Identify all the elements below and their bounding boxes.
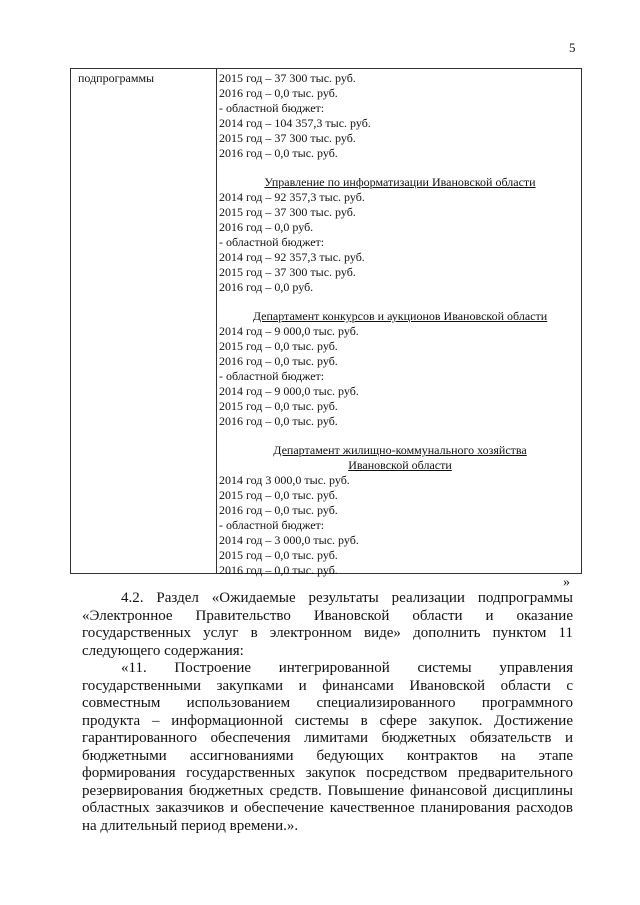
table-left-cell: подпрограммы: [78, 71, 155, 85]
funding-line: 2015 год – 0,0 тыс. руб.: [219, 339, 338, 353]
department-heading: Департамент жилищно-коммунального хозяйства: [273, 443, 527, 457]
text-line: областных заказчиков и обеспечение качественное планирования расходов: [82, 800, 573, 816]
funding-line: 2016 год – 0,0 руб.: [219, 220, 314, 234]
funding-line: 2015 год – 0,0 тыс. руб.: [219, 488, 338, 502]
funding-table: [70, 68, 582, 577]
funding-line: 2014 год – 9 000,0 тыс. руб.: [219, 384, 359, 398]
funding-line: 2016 год – 0,0 тыс. руб.: [219, 563, 338, 577]
text-line: следующего содержания:: [82, 642, 244, 659]
funding-line: 2014 год – 9 000,0 тыс. руб.: [219, 324, 359, 338]
funding-line: 2016 год – 0,0 руб.: [219, 280, 314, 294]
closing-quote: »: [563, 575, 570, 590]
text-line: формирования государственных закупок посредством предварительного: [82, 765, 573, 781]
funding-line: 2015 год – 37 300 тыс. руб.: [219, 265, 356, 279]
department-heading: Ивановской области: [348, 458, 452, 472]
text-line: бюджетными ассигнованиями бедующих контрактов на этапе: [82, 747, 573, 764]
funding-line: 2015 год – 37 300 тыс. руб.: [219, 71, 356, 85]
funding-line: 2016 год – 0,0 тыс. руб.: [219, 354, 338, 368]
text-line: резервирования бюджетных средств. Повышение финансовой дисциплины: [82, 782, 573, 799]
department-heading: Департамент конкурсов и аукционов Ивановской области: [252, 309, 548, 323]
paragraph-item-11: [82, 660, 573, 835]
text-line: гарантированного обеспечения лимитами бюджетных обязательств и: [82, 730, 573, 746]
funding-line: - областной бюджет:: [219, 235, 325, 249]
paragraph-4-2: [82, 590, 573, 660]
funding-line: 2016 год – 0,0 тыс. руб.: [219, 414, 338, 428]
department-heading: Управление по информатизации Ивановской области: [264, 175, 536, 189]
funding-line: 2015 год – 0,0 тыс. руб.: [219, 548, 338, 562]
funding-line: 2014 год – 92 357,3 тыс. руб.: [219, 190, 365, 204]
funding-line: - областной бюджет:: [219, 101, 325, 115]
funding-line: 2014 год – 3 000,0 тыс. руб.: [219, 533, 359, 547]
table-right-cell: [219, 71, 581, 578]
funding-line: 2015 год – 37 300 тыс. руб.: [219, 131, 356, 145]
page-number: 5: [569, 40, 576, 55]
funding-line: 2016 год – 0,0 тыс. руб.: [219, 146, 338, 160]
block-spacer: [219, 295, 581, 309]
funding-line: 2014 год 3 000,0 тыс. руб.: [219, 473, 350, 487]
funding-line: 2014 год – 104 357,3 тыс. руб.: [219, 116, 371, 130]
text-line: 4.2. Раздел «Ожидаемые результаты реализации подпрограммы: [121, 590, 573, 606]
column-divider: [216, 69, 217, 573]
block-spacer: [219, 429, 581, 443]
block-spacer: [219, 161, 581, 175]
funding-line: 2016 год – 0,0 тыс. руб.: [219, 86, 338, 100]
funding-line: - областной бюджет:: [219, 518, 325, 532]
text-line: государственными закупками и финансами Ивановской области с: [82, 677, 573, 694]
funding-line: 2014 год – 92 357,3 тыс. руб.: [219, 250, 365, 264]
text-line: на длительный период времени.».: [82, 817, 299, 834]
text-line: «Электронное Правительство Ивановской области и оказание: [82, 607, 573, 624]
funding-line: 2015 год – 37 300 тыс. руб.: [219, 205, 356, 219]
text-line: «11. Построение интегрированной системы управления: [121, 660, 573, 676]
text-line: государственных услуг в электронном виде» дополнить пунктом 11: [82, 625, 573, 641]
funding-line: 2015 год – 0,0 тыс. руб.: [219, 399, 338, 413]
text-line: продукта – информационной системы в сфере закупок. Достижение: [82, 712, 573, 729]
funding-line: - областной бюджет:: [219, 369, 325, 383]
funding-line: 2016 год – 0,0 тыс. руб.: [219, 503, 338, 517]
text-line: совместным использованием специализированного программного: [82, 695, 573, 711]
